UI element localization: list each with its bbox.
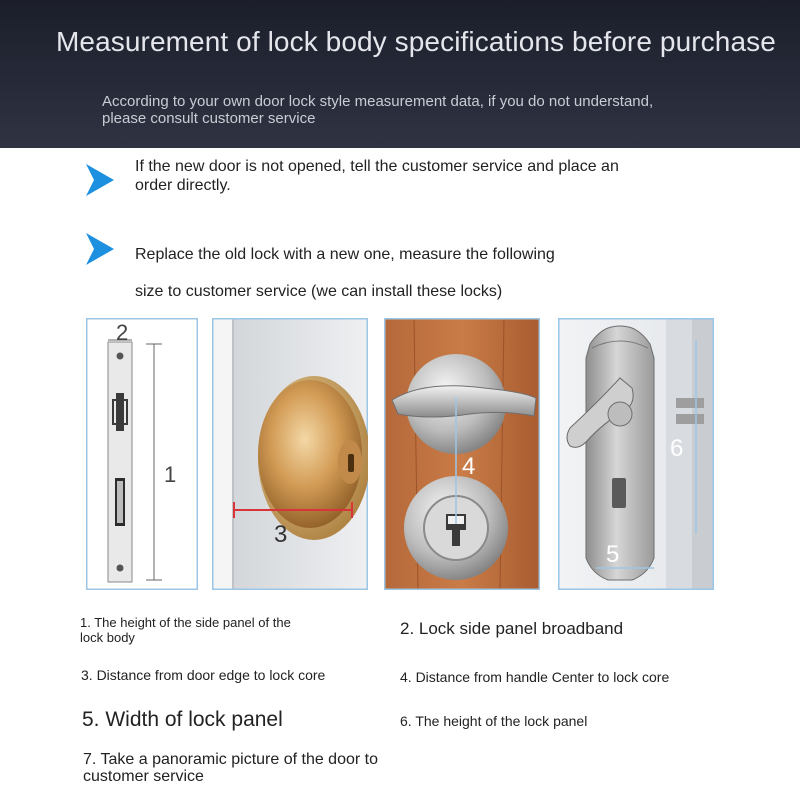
bullet-text-1: If the new door is not opened, tell the customer service and place an order directly.: [135, 158, 619, 194]
header-subtitle: [102, 93, 722, 127]
caption-5: 5. Width of lock panel: [82, 708, 283, 731]
caption-3: 3. Distance from door edge to lock core: [81, 667, 326, 683]
caption-7: 7. Take a panoramic picture of the door to customer service: [83, 751, 378, 785]
header-banner: [0, 0, 800, 148]
arrow-bullet-icon: [84, 162, 116, 198]
dimension-label-2: 2: [116, 320, 129, 345]
dimension-label-6: 6: [670, 435, 684, 462]
header-subtitle-line1: According to your own door lock style measurement data, if you do not understand,: [102, 93, 654, 110]
caption-2: 2. Lock side panel broadband: [400, 619, 624, 638]
dimension-label-1: 1: [164, 462, 177, 487]
caption-6: 6. The height of the lock panel: [400, 713, 588, 729]
bullet-text-2: Replace the old lock with a new one, measure the following size to customer service (we can install these locks): [135, 246, 555, 300]
caption-4: 4. Distance from handle Center to lock core: [400, 669, 670, 685]
plate-handle-photo: [558, 318, 714, 590]
arrow-bullet-icon: [84, 231, 116, 267]
dimension-label-4: 4: [462, 453, 476, 480]
dimension-label-5: 5: [606, 541, 620, 568]
header-subtitle-line2: please consult customer service: [102, 110, 316, 127]
page-title: Measurement of lock body specifications before purchase: [56, 26, 776, 57]
door-knob-photo: [212, 318, 368, 590]
lever-handle-photo: [384, 318, 540, 590]
lock-body-photo: [86, 318, 198, 590]
dimension-label-3: 3: [274, 521, 288, 548]
caption-1: 1. The height of the side panel of the lock body: [80, 615, 291, 645]
